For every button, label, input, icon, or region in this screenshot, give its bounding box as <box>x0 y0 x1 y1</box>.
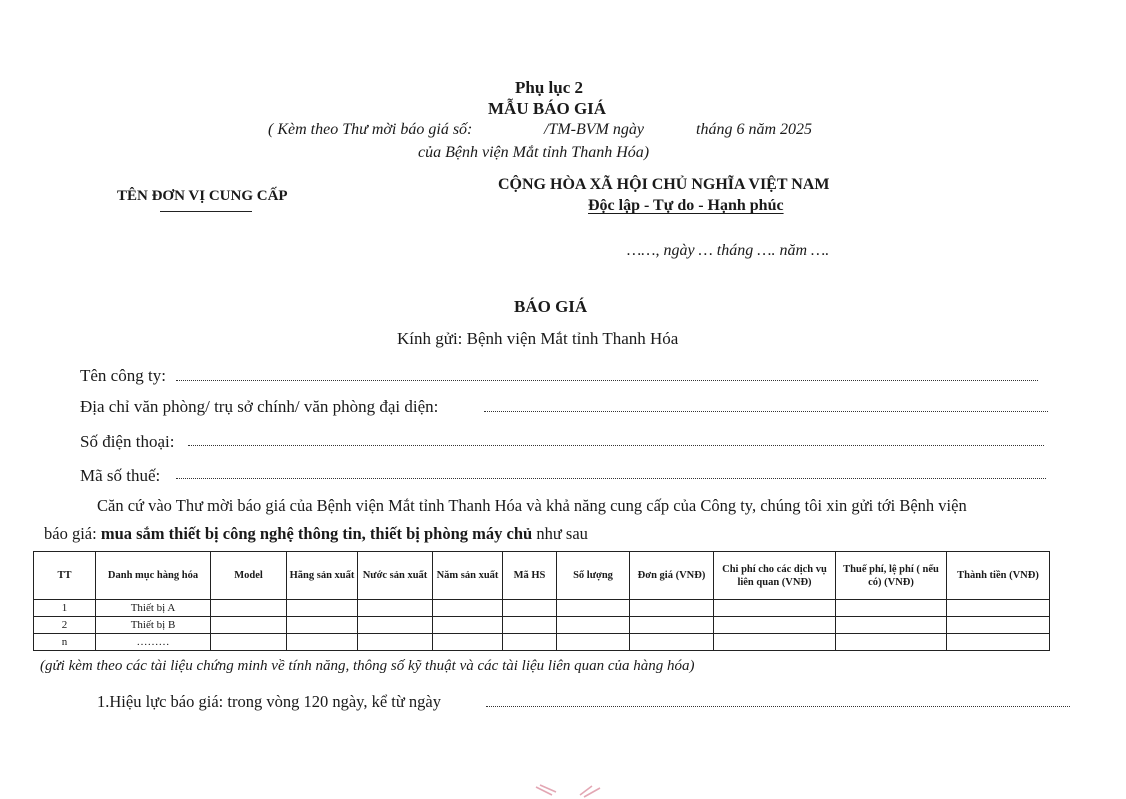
field-company-input[interactable] <box>176 380 1038 381</box>
header-unit-price: Đơn giá (VNĐ) <box>630 552 714 600</box>
intro-subject: mua sắm thiết bị công nghệ thông tin, thiết bị phòng máy chủ <box>100 524 533 543</box>
cell-empty[interactable] <box>947 634 1050 651</box>
field-address-label: Địa chỉ văn phòng/ trụ sở chính/ văn phòng đại diện: <box>80 397 439 416</box>
cell-empty[interactable] <box>630 617 714 634</box>
attachment-note: (gửi kèm theo các tài liệu chứng minh về tính năng, thông số kỹ thuật và các tài liệu liên quan của hàng hóa) <box>40 658 695 674</box>
table-row <box>34 617 1050 634</box>
cell-item: ……… <box>96 634 211 651</box>
table-row <box>34 634 1050 651</box>
field-address-input[interactable] <box>484 411 1048 412</box>
country-name: CỘNG HÒA XÃ HỘI CHỦ NGHĨA VIỆT NAM <box>498 176 830 193</box>
attach-line-b: /TM-BVM ngày <box>544 121 644 138</box>
cell-empty[interactable] <box>557 600 630 617</box>
intro-prefix: báo giá: <box>44 524 101 543</box>
table-header-row <box>34 552 1050 600</box>
cell-empty[interactable] <box>557 617 630 634</box>
field-phone-label: Số điện thoại: <box>80 432 175 451</box>
cell-empty[interactable] <box>211 634 287 651</box>
cell-empty[interactable] <box>358 617 433 634</box>
supplier-name: TÊN ĐƠN VỊ CUNG CẤP <box>117 188 288 204</box>
attach-line-2: của Bệnh viện Mắt tỉnh Thanh Hóa) <box>418 144 650 161</box>
validity-label: 1.Hiệu lực báo giá: trong vòng 120 ngày, kể từ ngày <box>97 692 441 711</box>
intro-suffix: như sau <box>532 524 588 543</box>
cell-empty[interactable] <box>947 600 1050 617</box>
cell-empty[interactable] <box>836 617 947 634</box>
header-country: Nước sản xuất <box>358 552 433 600</box>
supplier-underline <box>160 211 252 212</box>
cell-empty[interactable] <box>433 600 503 617</box>
validity-date-input[interactable] <box>486 706 1070 707</box>
header-total: Thành tiền (VNĐ) <box>947 552 1050 600</box>
header-service-cost: Chi phí cho các dịch vụ liên quan (VNĐ) <box>714 552 836 600</box>
cell-empty[interactable] <box>714 634 836 651</box>
cell-empty[interactable] <box>358 634 433 651</box>
field-company-label: Tên công ty: <box>80 366 166 385</box>
quote-table <box>33 551 1050 651</box>
header-tt: TT <box>34 552 96 600</box>
cell-empty[interactable] <box>433 634 503 651</box>
cell-tt: 2 <box>34 617 96 634</box>
field-tax-label: Mã số thuế: <box>80 466 161 485</box>
cell-empty[interactable] <box>503 634 557 651</box>
cell-empty[interactable] <box>714 600 836 617</box>
header-year: Năm sản xuất <box>433 552 503 600</box>
cell-empty[interactable] <box>211 600 287 617</box>
appendix-label: Phụ lục 2 <box>515 78 584 97</box>
stamp-mark-icon <box>530 783 610 799</box>
greeting: Kính gửi: Bệnh viện Mắt tỉnh Thanh Hóa <box>397 329 679 348</box>
cell-empty[interactable] <box>358 600 433 617</box>
header-quantity: Số lượng <box>557 552 630 600</box>
field-tax-input[interactable] <box>176 478 1046 479</box>
cell-tt: n <box>34 634 96 651</box>
cell-empty[interactable] <box>433 617 503 634</box>
header-hs-code: Mã HS <box>503 552 557 600</box>
attach-line-c: tháng 6 năm 2025 <box>696 121 812 138</box>
cell-empty[interactable] <box>287 617 358 634</box>
cell-empty[interactable] <box>503 617 557 634</box>
quote-title: BÁO GIÁ <box>514 297 588 316</box>
intro-paragraph-line1: Căn cứ vào Thư mời báo giá của Bệnh viện Mắt tỉnh Thanh Hóa và khả năng cung cấp của Công ty, chúng tôi xin gửi tới Bệnh viện <box>97 496 967 515</box>
header-model: Model <box>211 552 287 600</box>
cell-empty[interactable] <box>287 600 358 617</box>
date-line: ……, ngày … tháng …. năm …. <box>627 242 830 259</box>
cell-empty[interactable] <box>714 617 836 634</box>
motto: Độc lập - Tự do - Hạnh phúc <box>588 197 784 214</box>
form-title: MẪU BÁO GIÁ <box>488 99 607 118</box>
cell-tt: 1 <box>34 600 96 617</box>
cell-item: Thiết bị B <box>96 617 211 634</box>
header-tax-fee: Thuế phí, lệ phí ( nếu có) (VNĐ) <box>836 552 947 600</box>
cell-empty[interactable] <box>836 600 947 617</box>
header-manufacturer: Hãng sản xuất <box>287 552 358 600</box>
cell-empty[interactable] <box>947 617 1050 634</box>
field-phone-input[interactable] <box>188 445 1044 446</box>
header-item: Danh mục hàng hóa <box>96 552 211 600</box>
table-row <box>34 600 1050 617</box>
attach-line-a: ( Kèm theo Thư mời báo giá số: <box>268 121 473 138</box>
cell-empty[interactable] <box>630 600 714 617</box>
cell-item: Thiết bị A <box>96 600 211 617</box>
cell-empty[interactable] <box>836 634 947 651</box>
cell-empty[interactable] <box>557 634 630 651</box>
cell-empty[interactable] <box>503 600 557 617</box>
cell-empty[interactable] <box>287 634 358 651</box>
intro-paragraph-line2 <box>44 524 588 544</box>
cell-empty[interactable] <box>630 634 714 651</box>
cell-empty[interactable] <box>211 617 287 634</box>
